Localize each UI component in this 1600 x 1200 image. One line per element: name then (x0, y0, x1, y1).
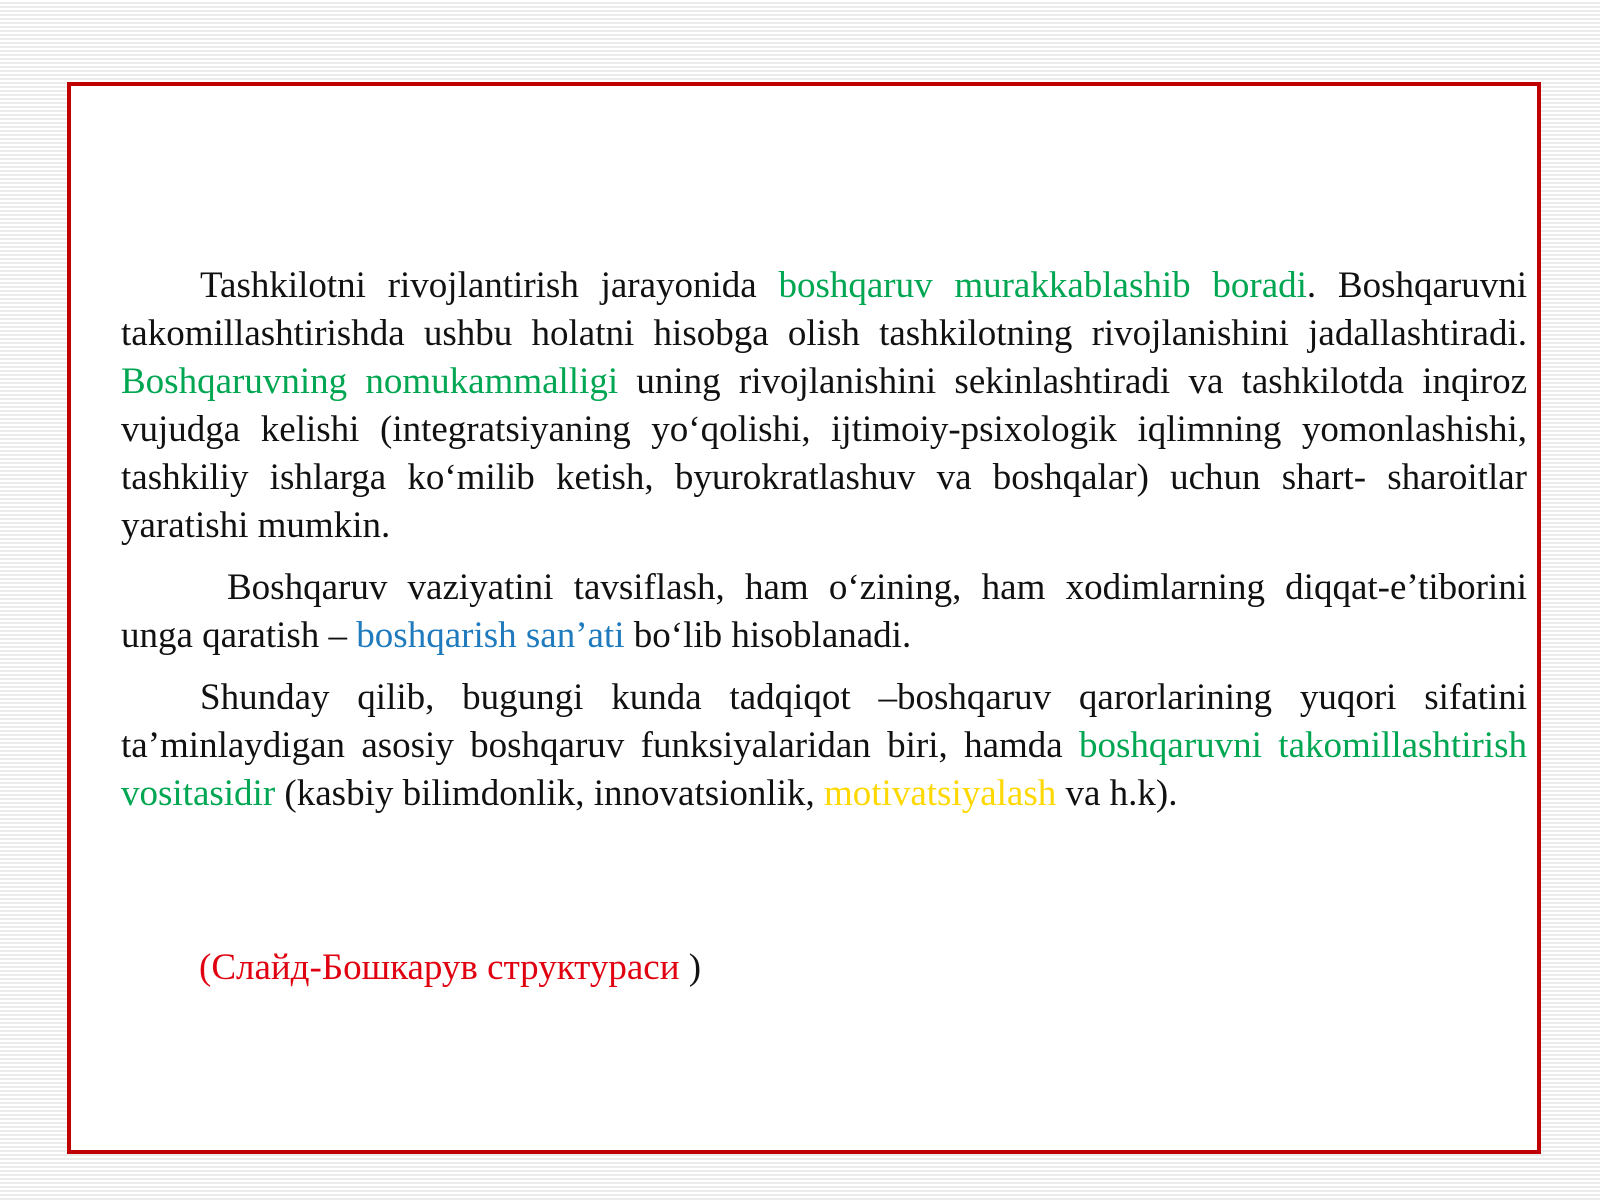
paragraph-3-text-1: Shunday qilib, bugungi kunda tadqiqot –boshqaruv qarorlarining yuqori sifatini ta’minlaydigan asosiy boshqaruv funksiyalaridan biri, hamda (121, 677, 1527, 766)
paragraph-2-highlight-1: boshqarish san’ati (356, 615, 625, 656)
paragraph-1-text-1: Tashkilotni rivojlantirish jarayonida (200, 265, 779, 306)
paragraph-2-text-1: Boshqaruv vaziyatini tavsiflash, ham o‘zining, ham xodimlarning diqqat-e’tiborini unga qaratish – (121, 567, 1527, 656)
paragraph-3-text-2: (kasbiy bilimdonlik, innovatsionlik, (275, 773, 824, 814)
paragraph-1 (121, 262, 1527, 550)
slide-reference-note (199, 944, 701, 992)
paragraph-2-text-2: bo‘lib hisoblanadi. (624, 615, 912, 656)
slide-frame (67, 82, 1541, 1154)
paragraph-2 (121, 564, 1527, 660)
paragraph-3 (121, 674, 1527, 818)
paragraph-3-highlight-1: boshqaruvni takomillashtirish vositasidir (121, 725, 1527, 814)
slide-reference-close-paren: ) (688, 947, 702, 988)
paragraph-1-highlight-1: boshqaruv murakkablashib boradi (778, 265, 1307, 306)
paragraph-3-highlight-2: motivatsiyalash (824, 773, 1057, 814)
paragraph-1-highlight-2: Boshqaruvning nomukammalligi (121, 361, 619, 402)
slide-reference-label: (Слайд-Бошкарув структураси (199, 947, 689, 988)
paragraph-3-text-3: va h.k). (1056, 773, 1178, 814)
paragraph-1-text-2: . Boshqaruvni takomillashtirishda ushbu holatni hisobga olish tashkilotning rivojlanishini jadallashtiradi. (121, 265, 1528, 354)
slide-body (121, 262, 1527, 818)
paragraph-1-text-3: uning rivojlanishini sekinlashtiradi va tashkilotda inqiroz vujudga kelishi (integratsiyaning yo‘qolishi, ijtimoiy-psixologik iqlimning yomonlashishi, tashkiliy ishlarga ko‘milib ketish, byurokratlashuv va boshqalar) uchun shart- sharoitlar yaratishi mumkin. (121, 361, 1527, 546)
